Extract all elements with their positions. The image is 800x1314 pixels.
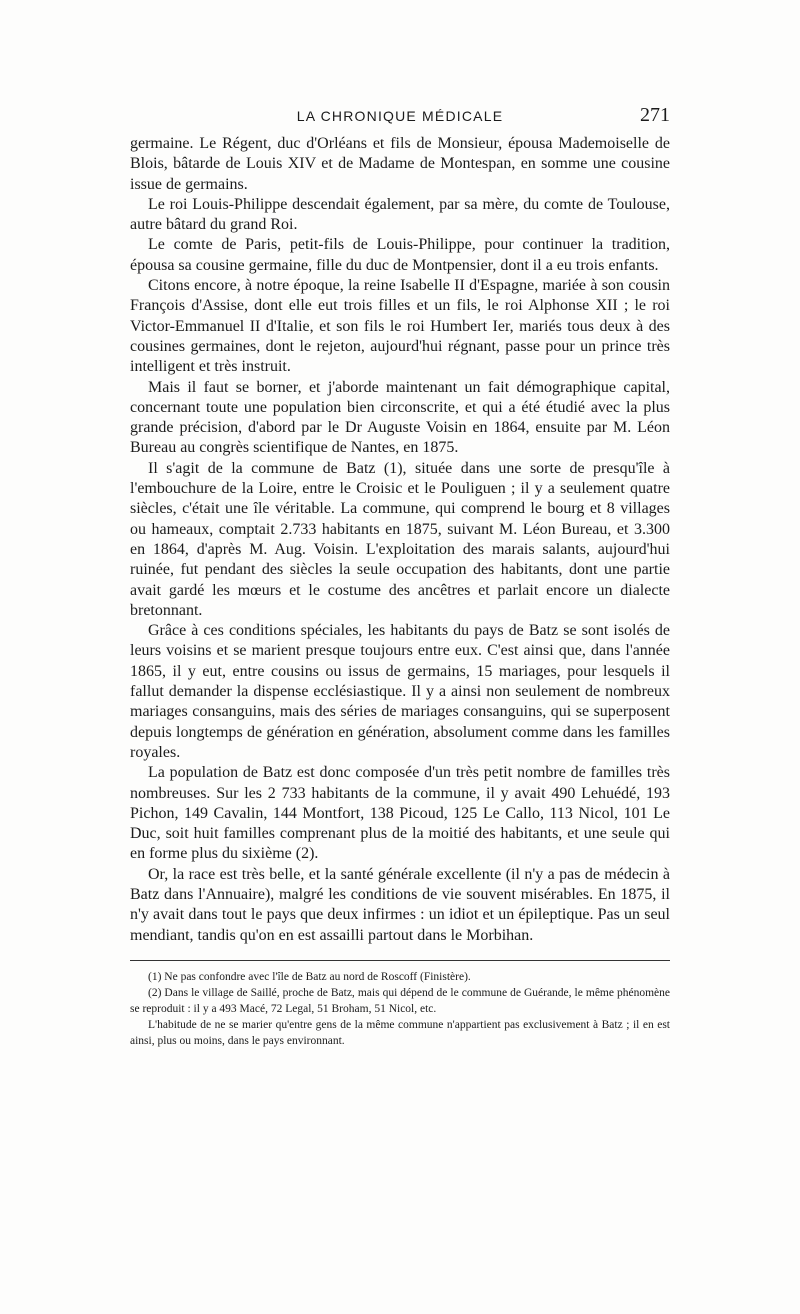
running-title: LA CHRONIQUE MÉDICALE: [296, 108, 504, 124]
paragraph: Mais il faut se borner, et j'aborde maintenant un fait démographique capital, concernant toute une population bien circonscrite, et qui a été étudié avec la plus grande précision, d'abord par le Dr Auguste Voisin en 1864, ensuite par M. Léon Bureau au congrès scientifique de Nantes, en 1875.: [130, 378, 670, 457]
page-header: [130, 104, 670, 134]
paragraph: Le comte de Paris, petit-fils de Louis-Philippe, pour continuer la tradition, épousa sa cousine germaine, fille du duc de Montpensier, dont il a eu trois enfants.: [130, 236, 670, 274]
paragraph: La population de Batz est donc composée d'un très petit nombre de familles très nombreuses. Sur les 2 733 habitants de la commune, il y avait 490 Lehuédé, 193 Pichon, 149 Cavalin, 144 Montfort, 138 Picoud, 125 Le Callo, 113 Nicol, 101 Le Duc, soit huit familles comprenant plus de la moitié des habitants, et une seule qui en forme plus du sixième (2).: [130, 764, 670, 863]
footnote: (1) Ne pas confondre avec l'île de Batz au nord de Roscoff (Finistère).: [148, 970, 471, 983]
paragraph: Il s'agit de la commune de Batz (1), située dans une sorte de presqu'île à l'embouchure de la Loire, entre le Croisic et le Pouliguen ; il y a seulement quatre siècles, c'était une île véritable. La commune, qui comprend le bourg et 8 villages ou hameaux, comptait 2.733 habitants en 1875, suivant M. Léon Bureau, et 3.300 en 1864, d'après M. Aug. Voisin. L'exploitation des marais salants, aujourd'hui ruinée, fut pendant des siècles la seule occupation des habitants, dont une partie avait gardé les mœurs et le costume des ancêtres et parlait encore un dialecte bretonnant.: [130, 459, 670, 619]
footnotes: [130, 969, 670, 1049]
footnote: L'habitude de ne se marier qu'entre gens de la même commune n'appartient pas exclusivement à Batz ; il en est ainsi, plus ou moins, dans le pays environnant.: [130, 1018, 670, 1047]
footnote-divider: [130, 960, 670, 961]
paragraph: germaine. Le Régent, duc d'Orléans et fils de Monsieur, épousa Mademoiselle de Blois, bâtarde de Louis XIV et de Madame de Montespan, en somme une cousine issue de germains.: [130, 135, 670, 193]
document-page: [130, 104, 670, 1049]
body-text: [130, 134, 670, 946]
page-number: 271: [640, 104, 670, 126]
paragraph: Grâce à ces conditions spéciales, les habitants du pays de Batz se sont isolés de leurs voisins et se marient presque toujours entre eux. C'est ainsi que, dans l'année 1865, il y eut, entre cousins ou issus de germains, 15 mariages, pour lesquels il fallut demander la dispense ecclésiastique. Il y a ainsi non seulement de nombreux mariages consanguins, mais des séries de mariages consanguins, qui se superposent depuis longtemps de génération en génération, absolument comme dans les familles royales.: [130, 622, 670, 761]
paragraph: Le roi Louis-Philippe descendait également, par sa mère, du comte de Toulouse, autre bâtard du grand Roi.: [130, 195, 670, 234]
paragraph: Citons encore, à notre époque, la reine Isabelle II d'Espagne, mariée à son cousin François d'Assise, dont elle eut trois filles et un fils, le roi Alphonse XII ; le roi Victor-Emmanuel II d'Italie, et son fils le roi Humbert Ier, mariés tous deux à des cousines germaines, dont le rejeton, aujourd'hui régnant, passe pour un prince très intelligent et très instruit.: [130, 277, 670, 376]
paragraph: Or, la race est très belle, et la santé générale excellente (il n'y a pas de médecin à Batz dans l'Annuaire), malgré les conditions de vie souvent misérables. En 1875, il n'y avait dans tout le pays que deux infirmes : un idiot et un épileptique. Pas un seul mendiant, tandis qu'on en est assailli partout dans le Morbihan.: [130, 865, 670, 944]
footnote: (2) Dans le village de Saillé, proche de Batz, mais qui dépend de le commune de Guérande, le même phénomène se reproduit : il y a 493 Macé, 72 Legal, 51 Broham, 51 Nicol, etc.: [130, 986, 670, 1015]
